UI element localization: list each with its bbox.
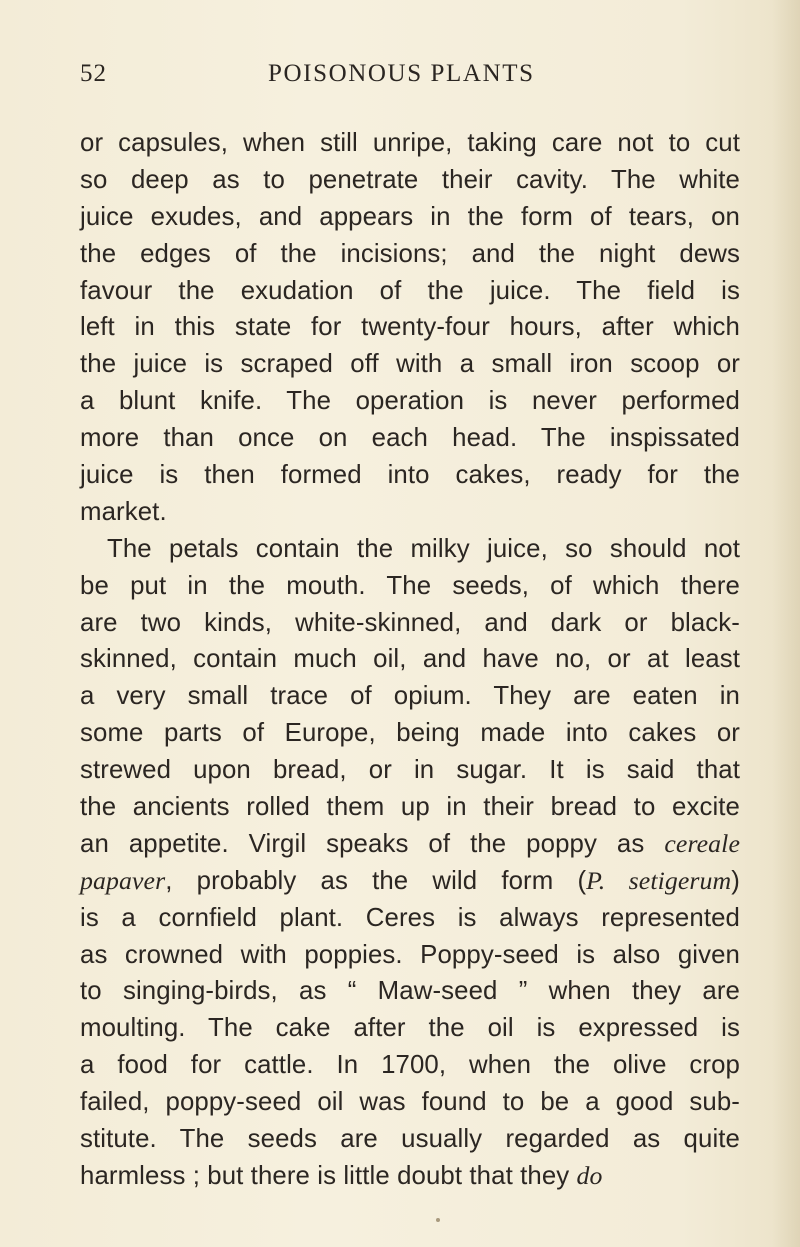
body-text <box>80 125 740 1195</box>
text-line <box>80 1010 740 1047</box>
text-run: strewed upon bread, or in sugar. It is said that <box>80 756 740 785</box>
text-run: an appetite. Virgil speaks of the poppy as <box>80 829 665 858</box>
text-run: the ancients rolled them up in their bread to excite <box>80 793 740 822</box>
text-run: the edges of the incisions; and the night dews <box>80 239 740 268</box>
italic-text: P. setigerum <box>586 865 732 895</box>
text-run: juice exudes, and appears in the form of tears, on <box>80 202 740 231</box>
text-run: market. <box>80 497 167 526</box>
text-line <box>80 715 740 752</box>
italic-text: cereale <box>664 828 740 858</box>
text-line <box>80 568 740 605</box>
text-line <box>80 162 740 199</box>
text-line <box>80 236 740 273</box>
text-run: so deep as to penetrate their cavity. The white <box>80 165 740 194</box>
text-line <box>80 900 740 937</box>
text-run: , probably as the wild form ( <box>165 866 587 895</box>
text-line <box>80 346 740 383</box>
text-run: harmless ; but there is little doubt that they <box>80 1161 577 1190</box>
text-line <box>80 1047 740 1084</box>
text-run: left in this state for twenty-four hours, after which <box>80 313 740 342</box>
text-line <box>80 752 740 789</box>
page-number: 52 <box>80 60 107 87</box>
text-run: or capsules, when still unripe, taking care not to cut <box>80 129 740 157</box>
text-run: are two kinds, white-skinned, and dark or black- <box>80 608 740 637</box>
text-run: failed, poppy-seed oil was found to be a good sub- <box>80 1088 740 1117</box>
text-run: be put in the mouth. The seeds, of which there <box>80 571 740 600</box>
text-line <box>80 1158 740 1195</box>
text-line <box>80 383 740 420</box>
text-run: The petals contain the milky juice, so should not <box>107 534 740 563</box>
text-line <box>80 494 740 531</box>
running-title: POISONOUS PLANTS <box>268 60 535 87</box>
text-line <box>80 531 740 568</box>
page-header <box>80 60 740 100</box>
text-line <box>80 125 740 162</box>
text-line <box>80 678 740 715</box>
text-run: some parts of Europe, being made into cakes or <box>80 719 740 748</box>
text-line <box>80 973 740 1010</box>
text-line <box>80 605 740 642</box>
text-run: juice is then formed into cakes, ready for the <box>80 461 740 490</box>
text-line <box>80 273 740 310</box>
text-line <box>80 457 740 494</box>
page-edge-shadow <box>772 0 800 1247</box>
text-line <box>80 937 740 974</box>
text-run: a very small trace of opium. They are eaten in <box>80 682 740 711</box>
text-line <box>80 789 740 826</box>
text-run: as crowned with poppies. Poppy-seed is also given <box>80 940 740 969</box>
text-run: favour the exudation of the juice. The field is <box>80 276 740 305</box>
text-run: a blunt knife. The operation is never performed <box>80 387 740 416</box>
text-run: skinned, contain much oil, and have no, or at least <box>80 645 740 674</box>
ink-speck <box>436 1218 440 1222</box>
text-run: stitute. The seeds are usually regarded as quite <box>80 1125 740 1154</box>
text-line <box>80 641 740 678</box>
italic-text: papaver <box>80 865 166 895</box>
text-run: is a cornfield plant. Ceres is always represented <box>80 903 740 932</box>
text-run: more than once on each head. The inspissated <box>80 424 740 453</box>
text-line <box>80 199 740 236</box>
text-run: moulting. The cake after the oil is expressed is <box>80 1014 740 1043</box>
text-run: ) <box>731 866 740 895</box>
text-run: a food for cattle. In 1700, when the olive crop <box>80 1051 740 1080</box>
text-run: the juice is scraped off with a small iron scoop or <box>80 350 740 379</box>
text-line <box>80 309 740 346</box>
text-line <box>80 863 740 900</box>
text-run: to singing-birds, as “ Maw-seed ” when they are <box>80 977 740 1006</box>
italic-text: do <box>576 1160 603 1190</box>
text-line <box>80 1121 740 1158</box>
text-line <box>80 420 740 457</box>
text-line <box>80 826 740 863</box>
text-line <box>80 1084 740 1121</box>
